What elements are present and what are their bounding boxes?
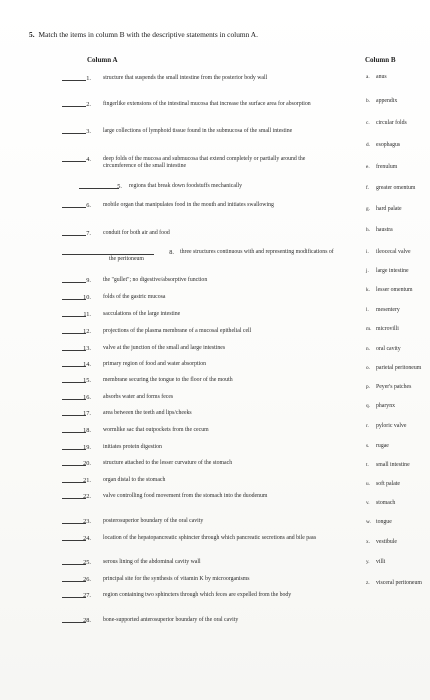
item-text: posterosuperior boundary of the oral cavity — [103, 518, 204, 524]
option-text: large intestine — [376, 268, 409, 274]
item-number: 17. — [83, 410, 91, 417]
option-letter: x. — [366, 539, 370, 545]
option-letter: t. — [366, 462, 369, 468]
option-text: tongue — [376, 519, 392, 525]
option-text: stomach — [376, 500, 396, 506]
item-number: 11. — [83, 311, 91, 318]
item-text: valve controlling food movement from the stomach into the duodenum — [103, 493, 268, 499]
item-text: primary region of food and water absorption — [103, 361, 207, 367]
option-text: villi — [376, 559, 386, 565]
item-text: location of the hepatopancreatic sphincter through which pancreatic secretions and bile pass — [103, 535, 317, 541]
option-letter: d. — [366, 142, 370, 148]
option-letter: o. — [366, 365, 370, 371]
item-text: fingerlike extensions of the intestinal mucosa that increase the surface area for absorption — [103, 101, 311, 107]
column-a-header: Column A — [87, 56, 118, 64]
item-number: 16. — [83, 394, 91, 401]
item-number: 14. — [83, 361, 91, 368]
item-text: serous lining of the abdominal cavity wall — [103, 559, 201, 565]
item-number: 2. — [86, 101, 91, 108]
item-text: structure that suspends the small intestine from the posterior body wall — [103, 75, 268, 81]
item-number: 15. — [83, 377, 91, 384]
item-text: three structures continuous with and representing modifications of the peritoneum — [109, 249, 334, 263]
option-text: ileocecal valve — [376, 249, 411, 255]
option-letter: k. — [366, 287, 370, 293]
option-text: visceral peritoneum — [376, 580, 422, 586]
option-letter: b. — [366, 98, 370, 104]
option-letter: r. — [366, 423, 369, 429]
option-letter: w. — [366, 519, 371, 525]
option-text: haustra — [376, 227, 393, 233]
option-text: mesentery — [376, 307, 400, 313]
item-number: 3. — [86, 128, 91, 135]
item-number: 18. — [83, 427, 91, 434]
item-text: organ distal to the stomach — [103, 477, 166, 483]
item-number: 23. — [83, 518, 91, 525]
option-letter: h. — [366, 227, 370, 233]
item-number: 25. — [83, 559, 91, 566]
item-number: 1. — [86, 75, 91, 82]
item-number: 20. — [83, 460, 91, 467]
item-text: conduit for both air and food — [103, 230, 170, 236]
option-letter: n. — [366, 346, 370, 352]
item-text: structure attached to the lesser curvature of the stomach — [103, 460, 233, 466]
option-text: hard palate — [376, 206, 402, 212]
option-text: pharynx — [376, 403, 395, 409]
option-text: microvilli — [376, 326, 399, 332]
item-text: membrane securing the tongue to the floor of the mouth — [103, 377, 233, 383]
item-text: mobile organ that manipulates food in the mouth and initiates swallowing — [103, 202, 274, 208]
option-text: appendix — [376, 98, 398, 104]
item-number: 8. — [169, 249, 174, 256]
question-text: Match the items in column B with the descriptive statements in column A. — [38, 30, 258, 39]
option-text: frenulum — [376, 164, 398, 170]
item-number: 19. — [83, 444, 91, 451]
item-number: 12. — [83, 328, 91, 335]
item-text: regions that break down foodstuffs mechanically — [129, 183, 243, 189]
option-letter: a. — [366, 74, 370, 80]
item-number: 26. — [83, 576, 91, 583]
item-text: area between the teeth and lips/cheeks — [103, 410, 192, 416]
option-text: oral cavity — [376, 346, 401, 352]
option-text: Peyer's patches — [376, 384, 412, 390]
option-letter: q. — [366, 403, 370, 409]
option-text: pyloric valve — [376, 423, 407, 429]
item-text: projections of the plasma membrane of a mucosal epithelial cell — [103, 328, 252, 334]
option-letter: l. — [366, 307, 369, 313]
item-text: wormlike sac that outpockets from the cecum — [103, 427, 209, 433]
item-text: large collections of lymphoid tissue found in the submucosa of the small intestine — [103, 128, 293, 134]
option-text: greater omentum — [376, 185, 416, 191]
option-text: esophagus — [376, 142, 401, 148]
column-b-header: Column B — [365, 56, 396, 64]
option-text: anus — [376, 74, 387, 80]
option-text: circular folds — [376, 120, 407, 126]
option-letter: p. — [366, 384, 370, 390]
option-text: soft palate — [376, 481, 400, 487]
question-number: 5. — [29, 30, 35, 39]
item-text: initiates protein digestion — [103, 444, 162, 450]
option-letter: i. — [366, 249, 369, 255]
item-text: the "gullet"; no digestive/absorptive function — [103, 277, 208, 283]
option-letter: f. — [366, 185, 370, 191]
item-number: 5. — [117, 183, 122, 190]
option-letter: e. — [366, 164, 370, 170]
option-letter: j. — [366, 268, 369, 274]
item-number: 21. — [83, 477, 91, 484]
option-letter: z. — [366, 580, 370, 586]
item-number: 10. — [83, 294, 91, 301]
item-number: 7. — [86, 230, 91, 237]
option-letter: s. — [366, 443, 370, 449]
item-text: valve at the junction of the small and large intestines — [103, 345, 226, 351]
option-text: parietal peritoneum — [376, 365, 422, 371]
item-number: 27. — [83, 592, 91, 599]
item-number: 9. — [86, 277, 91, 284]
item-number: 22. — [83, 493, 91, 500]
option-text: small intestine — [376, 462, 410, 468]
item-text: bone-supported anterosuperior boundary of the oral cavity — [103, 617, 239, 623]
option-text: rugae — [376, 443, 389, 449]
option-text: lesser omentum — [376, 287, 413, 293]
item-text: absorbs water and forms feces — [103, 394, 174, 400]
item-text: folds of the gastric mucosa — [103, 294, 166, 300]
item-text: principal site for the synthesis of vitamin K by microorganisms — [103, 576, 250, 582]
item-number: 28. — [83, 617, 91, 624]
option-letter: g. — [366, 206, 370, 212]
item-text: deep folds of the mucosa and submucosa that extend completely or partially around the circumference of the small intestine — [103, 156, 306, 170]
item-text: region containing two sphincters through which feces are expelled from the body — [103, 592, 292, 598]
option-letter: y. — [366, 559, 370, 565]
item-number: 13. — [83, 345, 91, 352]
option-letter: m. — [366, 326, 372, 332]
option-letter: c. — [366, 120, 370, 126]
option-letter: u. — [366, 481, 370, 487]
item-number: 24. — [83, 535, 91, 542]
option-text: vestibule — [376, 539, 397, 545]
item-number: 6. — [86, 202, 91, 209]
item-text: sacculations of the large intestine — [103, 311, 181, 317]
question-title — [29, 30, 258, 39]
item-number: 4. — [86, 156, 91, 163]
option-letter: v. — [366, 500, 370, 506]
